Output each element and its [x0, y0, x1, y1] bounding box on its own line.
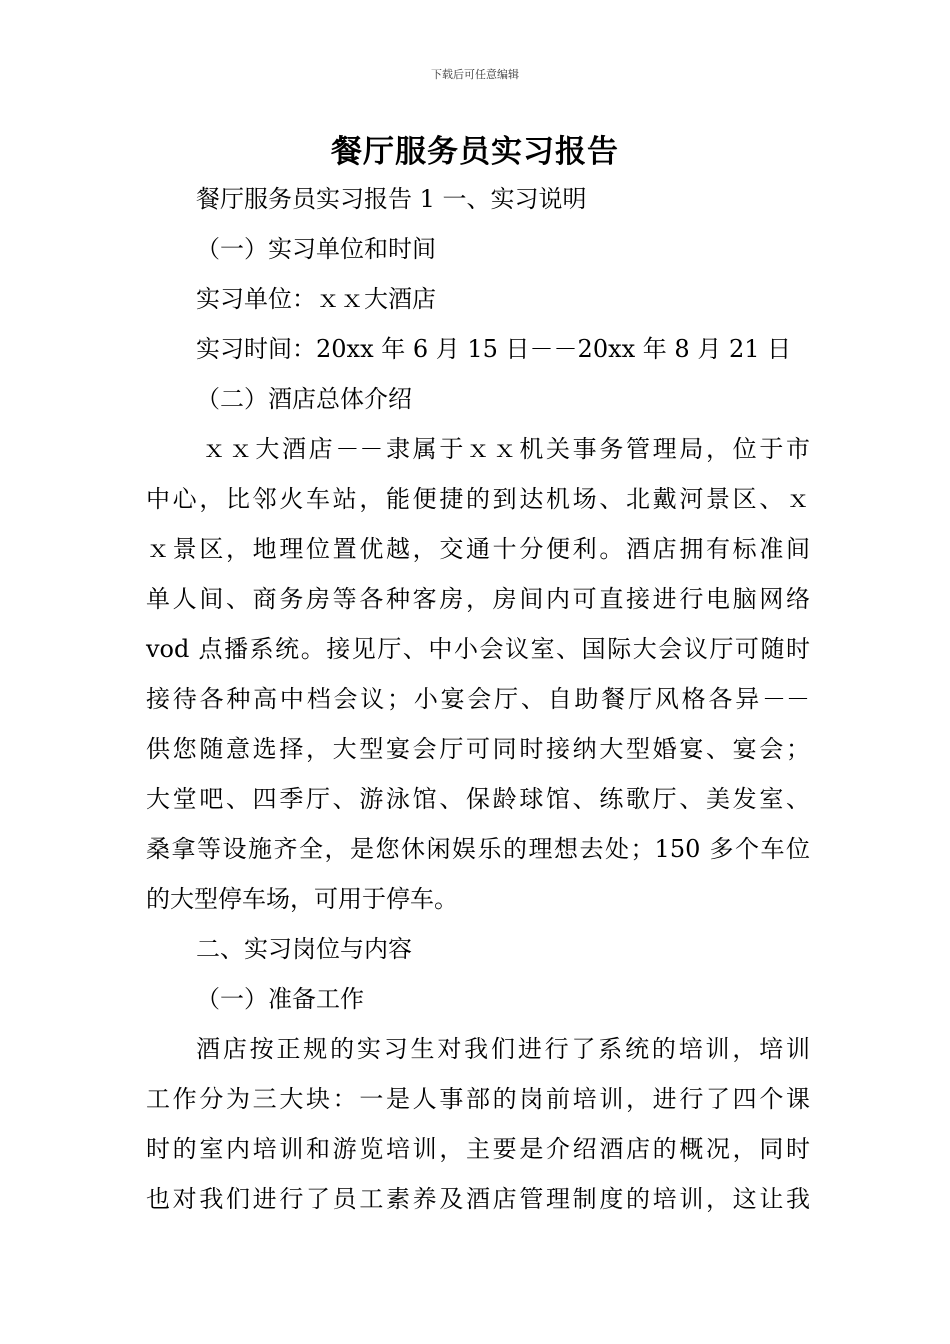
- subheading-hotel-intro: （二）酒店总体介绍: [196, 385, 412, 413]
- subheading-preparation: （一）准备工作: [196, 985, 364, 1013]
- hotel-intro-line: 的大型停车场，可用于停车。: [146, 885, 458, 913]
- internship-unit-line: 实习单位：ｘｘ大酒店: [196, 285, 436, 313]
- training-paragraph-line: 酒店按正规的实习生对我们进行了系统的培训，培训: [196, 1035, 810, 1063]
- hotel-intro-line: 桑拿等设施齐全，是您休闲娱乐的理想去处；150 多个车位: [146, 835, 810, 863]
- section-two-heading: 二、实习岗位与内容: [196, 935, 412, 963]
- hotel-intro-line: 接待各种高中档会议；小宴会厅、自助餐厅风格各异－－: [146, 685, 810, 713]
- hotel-intro-line: 大堂吧、四季厅、游泳馆、保龄球馆、练歌厅、美发室、: [146, 785, 810, 813]
- hotel-intro-line: ｘ景区，地理位置优越，交通十分便利。酒店拥有标准间: [146, 535, 810, 563]
- subheading-unit-and-time: （一）实习单位和时间: [196, 235, 436, 263]
- hotel-intro-line: 中心，比邻火车站，能便捷的到达机场、北戴河景区、ｘ: [146, 485, 810, 513]
- page-header-note: 下载后可任意编辑: [431, 68, 519, 81]
- hotel-intro-line: 供您随意选择，大型宴会厅可同时接纳大型婚宴、宴会；: [146, 735, 810, 763]
- document-title: 餐厅服务员实习报告: [331, 134, 619, 170]
- document-body: [146, 174, 810, 1224]
- intro-heading-line: 餐厅服务员实习报告 1 一、实习说明: [196, 185, 587, 213]
- hotel-intro-line: ｘｘ大酒店－－隶属于ｘｘ机关事务管理局，位于市: [202, 435, 810, 463]
- training-paragraph-line: 也对我们进行了员工素养及酒店管理制度的培训，这让我: [146, 1185, 810, 1213]
- hotel-intro-line: 单人间、商务房等各种客房，房间内可直接进行电脑网络: [146, 585, 810, 613]
- hotel-intro-line: vod 点播系统。接见厅、中小会议室、国际大会议厅可随时: [146, 635, 810, 663]
- training-paragraph-line: 工作分为三大块：一是人事部的岗前培训，进行了四个课: [146, 1085, 810, 1113]
- training-paragraph-line: 时的室内培训和游览培训，主要是介绍酒店的概况，同时: [146, 1135, 810, 1163]
- internship-time-line: 实习时间：20xx 年 6 月 15 日－－20xx 年 8 月 21 日: [196, 335, 792, 363]
